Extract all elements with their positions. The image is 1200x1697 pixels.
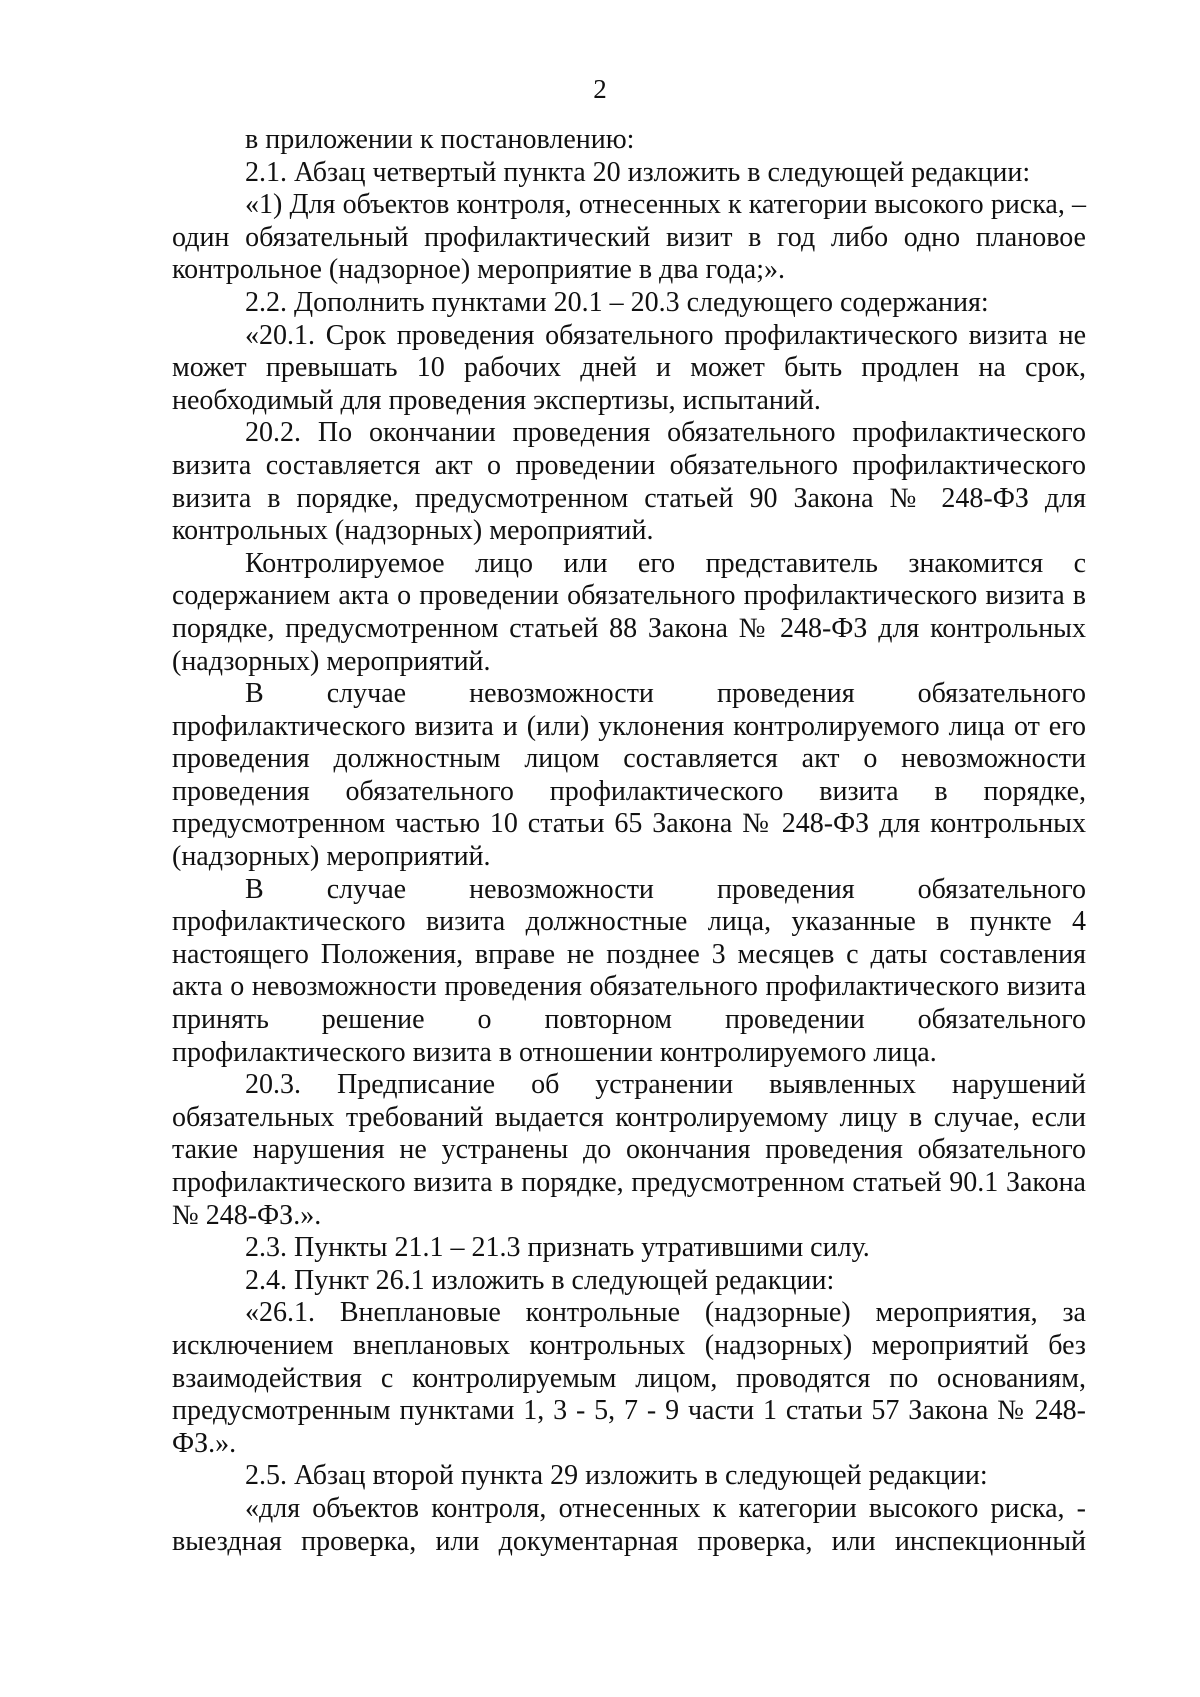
paragraph-26-1: «26.1. Внеплановые контрольные (надзорные) мероприятия, за исключением внеплановых контрольных (надзорных) мероприятий без взаимодействия с контролируемым лицом, проводятся по основаниям, предусмотренным пунктами 1, 3 - 5, 7 - 9 части 1 статьи 57 Закона № 248-ФЗ.». xyxy=(172,1297,1086,1459)
paragraph-2-1-quote: «1) Для объектов контроля, отнесенных к категории высокого риска, – один обязательный профилактический визит в год либо одно плановое контрольное (надзорное) мероприятие в два года;». xyxy=(172,189,1086,286)
paragraph-controlled-person: Контролируемое лицо или его представитель знакомится с содержанием акта о проведении обязательного профилактического визита в порядке, предусмотренном статьей 88 Закона № 248-ФЗ для контрольных (надзорных) мероприятий. xyxy=(172,547,1086,677)
paragraph-2-4: 2.4. Пункт 26.1 изложить в следующей редакции: xyxy=(245,1264,835,1296)
paragraph-intro: в приложении к постановлению: xyxy=(245,124,635,155)
page-number: 2 xyxy=(593,74,607,104)
paragraph-impossibility-act: В случае невозможности проведения обязательного профилактического визита и (или) уклонения контролируемого лица от его проведения должностным лицом составляется акт о невозможности проведения обязательного профилактического визита в порядке, предусмотренном частью 10 статьи 65 Закона № 248-ФЗ для контрольных (надзорных) мероприятий. xyxy=(172,678,1086,873)
document-body xyxy=(172,124,1086,1558)
paragraph-20-3: 20.3. Предписание об устранении выявленных нарушений обязательных требований выдается контролируемому лицу в случае, если такие нарушения не устранены до окончания проведения обязательного профилактического визита в порядке, предусмотренном статьей 90.1 Закона № 248-ФЗ.». xyxy=(172,1069,1086,1231)
paragraph-20-2: 20.2. По окончании проведения обязательного профилактического визита составляется акт о проведении обязательного профилактического визита в порядке, предусмотренном статьей 90 Закона № 248-ФЗ для контрольных (надзорных) мероприятий. xyxy=(172,417,1086,547)
paragraph-repeat-visit: В случае невозможности проведения обязательного профилактического визита должностные лица, указанные в пункте 4 настоящего Положения, вправе не позднее 3 месяцев с даты составления акта о невозможности проведения обязательного профилактического визита принять решение о повторном проведении обязательного профилактического визита в отношении контролируемого лица. xyxy=(172,873,1086,1068)
paragraph-20-1: «20.1. Срок проведения обязательного профилактического визита не может превышать 10 рабочих дней и может быть продлен на срок, необходимый для проведения экспертизы, испытаний. xyxy=(172,319,1086,416)
paragraph-2-3: 2.3. Пункты 21.1 – 21.3 признать утратившими силу. xyxy=(245,1232,870,1264)
paragraph-2-5: 2.5. Абзац второй пункта 29 изложить в следующей редакции: xyxy=(245,1460,988,1492)
paragraph-2-2: 2.2. Дополнить пунктами 20.1 – 20.3 следующего содержания: xyxy=(245,286,989,318)
paragraph-29-quote: «для объектов контроля, отнесенных к категории высокого риска, - выездная проверка, или документарная проверка, или инспекционный xyxy=(172,1492,1086,1557)
paragraph-2-1: 2.1. Абзац четвертый пункта 20 изложить в следующей редакции: xyxy=(245,156,1031,188)
